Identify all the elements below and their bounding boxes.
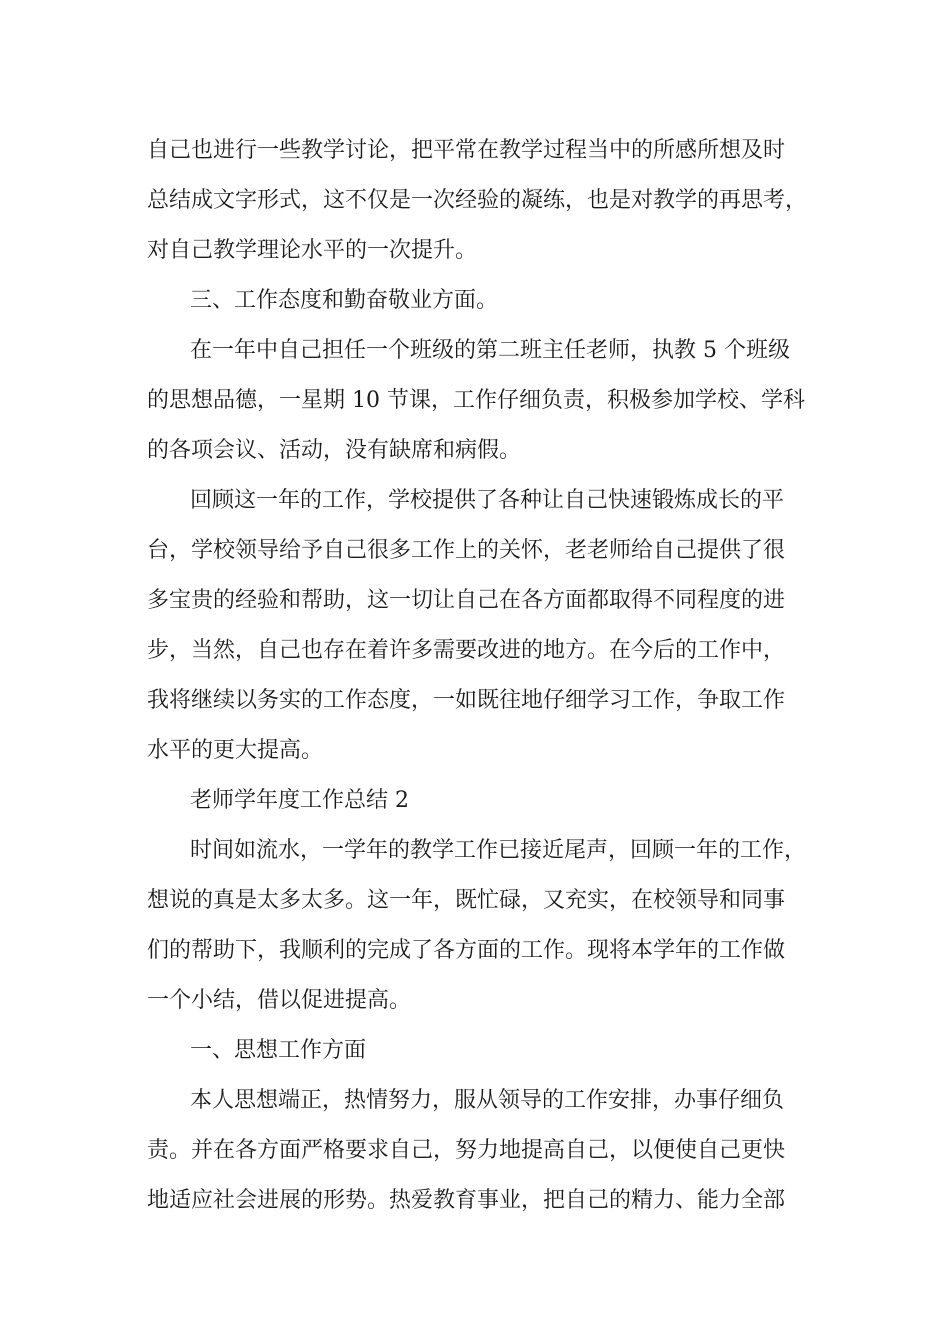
text-line: 责。并在各方面严格要求自己，努力地提高自己，以便使自己更快 bbox=[147, 1138, 786, 1163]
section-heading: 三、工作态度和勤奋敬业方面。 bbox=[190, 288, 499, 313]
text-line: 对自己教学理论水平的一次提升。 bbox=[147, 238, 478, 263]
text-line: 时间如流水，一学年的教学工作已接近尾声，回顾一年的工作， bbox=[190, 838, 807, 863]
text-line: 的思想品德，一星期 10 节课，工作仔细负责，积极参加学校、学科 bbox=[147, 388, 805, 413]
text-line: 回顾这一年的工作，学校提供了各种让自己快速锻炼成长的平 bbox=[190, 488, 785, 513]
text-line: 自己也进行一些教学讨论，把平常在教学过程当中的所感所想及时 bbox=[147, 138, 786, 163]
text-line: 步，当然，自己也存在着许多需要改进的地方。在今后的工作中， bbox=[147, 638, 786, 663]
text-line: 总结成文字形式，这不仅是一次经验的凝练，也是对教学的再思考， bbox=[147, 188, 808, 213]
text-line: 一个小结，借以促进提高。 bbox=[147, 988, 412, 1013]
text-line: 多宝贵的经验和帮助，这一切让自己在各方面都取得不同程度的进 bbox=[147, 588, 786, 613]
text-line: 们的帮助下，我顺利的完成了各方面的工作。现将本学年的工作做 bbox=[147, 938, 786, 963]
text-line: 水平的更大提高。 bbox=[147, 738, 324, 763]
text-line: 想说的真是太多太多。这一年，既忙碌，又充实，在校领导和同事 bbox=[147, 888, 786, 913]
section-heading: 一、思想工作方面 bbox=[190, 1038, 367, 1063]
text-line: 本人思想端正，热情努力，服从领导的工作安排，办事仔细负 bbox=[190, 1088, 785, 1113]
text-line: 在一年中自己担任一个班级的第二班主任老师，执教 5 个班级 bbox=[190, 338, 790, 363]
text-line: 地适应社会进展的形势。热爱教育事业，把自己的精力、能力全部 bbox=[147, 1188, 786, 1213]
document-subtitle: 老师学年度工作总结 2 bbox=[190, 788, 409, 813]
text-line: 的各项会议、活动，没有缺席和病假。 bbox=[147, 438, 522, 463]
text-line: 我将继续以务实的工作态度，一如既往地仔细学习工作，争取工作 bbox=[147, 688, 786, 713]
text-line: 台，学校领导给予自己很多工作上的关怀，老老师给自己提供了很 bbox=[147, 538, 786, 563]
